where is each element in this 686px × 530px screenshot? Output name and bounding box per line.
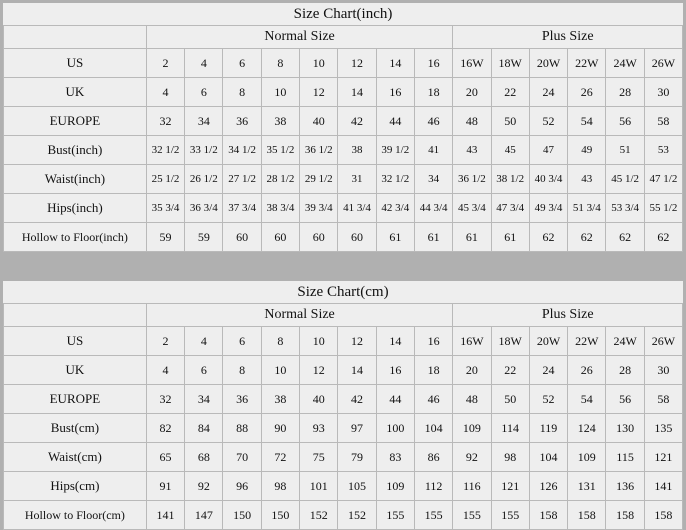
table-cell: 39 1/2 xyxy=(376,136,414,165)
table-cell: 97 xyxy=(338,414,376,443)
table-cell: 29 1/2 xyxy=(300,165,338,194)
table-cell: 126 xyxy=(529,472,567,501)
chart-title: Size Chart(cm) xyxy=(3,281,682,304)
table-cell: 39 3/4 xyxy=(300,194,338,223)
table-cell: 52 xyxy=(529,385,567,414)
table-cell: 38 xyxy=(261,107,299,136)
table-cell: 10 xyxy=(261,78,299,107)
table-cell: 56 xyxy=(606,385,644,414)
row-label: EUROPE xyxy=(3,385,146,414)
table-cell: 36 xyxy=(223,107,261,136)
table-cell: 136 xyxy=(606,472,644,501)
table-cell: 155 xyxy=(491,501,529,530)
table-cell: 12 xyxy=(338,49,376,78)
table-cell: 51 xyxy=(606,136,644,165)
table-cell: 131 xyxy=(568,472,606,501)
table-cell: 40 xyxy=(300,385,338,414)
table-cell: 46 xyxy=(414,107,452,136)
chart-spacer xyxy=(0,262,686,268)
table-cell: 20 xyxy=(453,356,491,385)
table-cell: 35 3/4 xyxy=(146,194,184,223)
table-cell: 36 xyxy=(223,385,261,414)
row-label: Hips(inch) xyxy=(3,194,146,223)
table-cell: 14 xyxy=(376,49,414,78)
table-cell: 53 3/4 xyxy=(606,194,644,223)
table-cell: 4 xyxy=(185,327,223,356)
table-cell: 18W xyxy=(491,49,529,78)
table-cell: 12 xyxy=(300,78,338,107)
table-cell: 34 xyxy=(185,385,223,414)
table-cell: 46 xyxy=(414,385,452,414)
table-cell: 38 xyxy=(338,136,376,165)
table-cell: 42 xyxy=(338,385,376,414)
chart-title: Size Chart(inch) xyxy=(3,3,682,26)
table-cell: 16 xyxy=(376,356,414,385)
table-row xyxy=(3,443,682,472)
table-cell: 105 xyxy=(338,472,376,501)
table-cell: 14 xyxy=(338,356,376,385)
table-cell: 109 xyxy=(568,443,606,472)
table-cell: 92 xyxy=(185,472,223,501)
group-header: Plus Size xyxy=(453,304,683,327)
table-cell: 70 xyxy=(223,443,261,472)
table-cell: 55 1/2 xyxy=(644,194,682,223)
table-cell: 41 xyxy=(414,136,452,165)
table-cell: 124 xyxy=(568,414,606,443)
table-cell: 16W xyxy=(453,327,491,356)
table-cell: 34 1/2 xyxy=(223,136,261,165)
table-cell: 98 xyxy=(261,472,299,501)
table-cell: 31 xyxy=(338,165,376,194)
table-cell: 26 1/2 xyxy=(185,165,223,194)
table-cell: 53 xyxy=(644,136,682,165)
table-cell: 14 xyxy=(338,78,376,107)
table-row xyxy=(3,49,682,78)
table-cell: 42 xyxy=(338,107,376,136)
table-cell: 141 xyxy=(644,472,682,501)
table-cell: 155 xyxy=(453,501,491,530)
table-cell: 158 xyxy=(529,501,567,530)
table-cell: 119 xyxy=(529,414,567,443)
table-cell: 47 1/2 xyxy=(644,165,682,194)
table-cell: 26W xyxy=(644,327,682,356)
table-cell: 25 1/2 xyxy=(146,165,184,194)
table-cell: 54 xyxy=(568,385,606,414)
table-cell: 115 xyxy=(606,443,644,472)
table-cell: 61 xyxy=(453,223,491,252)
table-cell: 47 xyxy=(529,136,567,165)
table-cell: 48 xyxy=(453,107,491,136)
row-label: US xyxy=(3,49,146,78)
table-cell: 61 xyxy=(414,223,452,252)
table-cell: 36 3/4 xyxy=(185,194,223,223)
table-cell: 44 3/4 xyxy=(414,194,452,223)
table-cell: 152 xyxy=(338,501,376,530)
table-cell: 20W xyxy=(529,49,567,78)
table-cell: 32 1/2 xyxy=(376,165,414,194)
size-chart-cm-container xyxy=(0,278,686,530)
table-cell: 79 xyxy=(338,443,376,472)
table-cell: 18 xyxy=(414,78,452,107)
table-cell: 16 xyxy=(414,327,452,356)
table-cell: 43 xyxy=(568,165,606,194)
table-cell: 158 xyxy=(644,501,682,530)
table-cell: 18 xyxy=(414,356,452,385)
table-cell: 45 1/2 xyxy=(606,165,644,194)
table-cell: 96 xyxy=(223,472,261,501)
table-cell: 98 xyxy=(491,443,529,472)
row-label: Bust(inch) xyxy=(3,136,146,165)
table-cell: 28 1/2 xyxy=(261,165,299,194)
table-cell: 58 xyxy=(644,107,682,136)
table-cell: 14 xyxy=(376,327,414,356)
table-cell: 121 xyxy=(491,472,529,501)
table-cell: 38 3/4 xyxy=(261,194,299,223)
table-cell: 48 xyxy=(453,385,491,414)
table-cell: 20W xyxy=(529,327,567,356)
table-cell: 26 xyxy=(568,356,606,385)
row-label: UK xyxy=(3,78,146,107)
table-cell: 50 xyxy=(491,107,529,136)
table-cell: 22 xyxy=(491,356,529,385)
table-row xyxy=(3,356,682,385)
table-cell: 54 xyxy=(568,107,606,136)
table-cell: 43 xyxy=(453,136,491,165)
table-row xyxy=(3,385,682,414)
table-row xyxy=(3,223,682,252)
table-cell: 59 xyxy=(185,223,223,252)
table-cell: 12 xyxy=(300,356,338,385)
table-row xyxy=(3,472,682,501)
group-header-blank xyxy=(3,26,146,49)
table-cell: 82 xyxy=(146,414,184,443)
table-row xyxy=(3,501,682,530)
table-cell: 60 xyxy=(338,223,376,252)
table-cell: 61 xyxy=(491,223,529,252)
table-cell: 4 xyxy=(185,49,223,78)
table-cell: 121 xyxy=(644,443,682,472)
size-chart-table xyxy=(3,3,683,252)
group-header-blank xyxy=(3,304,146,327)
table-cell: 30 xyxy=(644,78,682,107)
group-header: Plus Size xyxy=(453,26,683,49)
table-cell: 109 xyxy=(376,472,414,501)
table-cell: 58 xyxy=(644,385,682,414)
table-cell: 62 xyxy=(606,223,644,252)
row-label: Hips(cm) xyxy=(3,472,146,501)
table-cell: 24W xyxy=(606,49,644,78)
table-cell: 26 xyxy=(568,78,606,107)
row-label: Bust(cm) xyxy=(3,414,146,443)
table-cell: 33 1/2 xyxy=(185,136,223,165)
table-cell: 135 xyxy=(644,414,682,443)
table-cell: 86 xyxy=(414,443,452,472)
table-cell: 2 xyxy=(146,327,184,356)
table-cell: 49 xyxy=(568,136,606,165)
table-cell: 75 xyxy=(300,443,338,472)
row-label: Hollow to Floor(cm) xyxy=(3,501,146,530)
table-cell: 109 xyxy=(453,414,491,443)
table-cell: 44 xyxy=(376,107,414,136)
table-cell: 40 3/4 xyxy=(529,165,567,194)
table-cell: 34 xyxy=(414,165,452,194)
table-cell: 4 xyxy=(146,78,184,107)
table-cell: 93 xyxy=(300,414,338,443)
table-cell: 10 xyxy=(261,356,299,385)
table-cell: 68 xyxy=(185,443,223,472)
group-header: Normal Size xyxy=(146,26,452,49)
table-cell: 2 xyxy=(146,49,184,78)
table-cell: 37 3/4 xyxy=(223,194,261,223)
table-cell: 62 xyxy=(529,223,567,252)
table-row xyxy=(3,194,682,223)
table-cell: 6 xyxy=(223,49,261,78)
table-cell: 104 xyxy=(529,443,567,472)
table-cell: 40 xyxy=(300,107,338,136)
table-cell: 10 xyxy=(300,327,338,356)
table-cell: 52 xyxy=(529,107,567,136)
table-cell: 141 xyxy=(146,501,184,530)
table-cell: 45 3/4 xyxy=(453,194,491,223)
size-chart-table xyxy=(3,281,683,530)
chart-title-row xyxy=(3,281,682,304)
table-cell: 18W xyxy=(491,327,529,356)
table-cell: 16 xyxy=(414,49,452,78)
table-cell: 36 1/2 xyxy=(453,165,491,194)
table-row xyxy=(3,165,682,194)
table-cell: 100 xyxy=(376,414,414,443)
table-cell: 83 xyxy=(376,443,414,472)
table-cell: 84 xyxy=(185,414,223,443)
table-cell: 32 1/2 xyxy=(146,136,184,165)
table-cell: 150 xyxy=(261,501,299,530)
chart-group-row xyxy=(3,26,682,49)
table-cell: 150 xyxy=(223,501,261,530)
table-cell: 88 xyxy=(223,414,261,443)
table-cell: 56 xyxy=(606,107,644,136)
table-cell: 51 3/4 xyxy=(568,194,606,223)
row-label: Waist(inch) xyxy=(3,165,146,194)
table-cell: 38 1/2 xyxy=(491,165,529,194)
table-cell: 6 xyxy=(223,327,261,356)
row-label: EUROPE xyxy=(3,107,146,136)
table-cell: 44 xyxy=(376,385,414,414)
table-cell: 24W xyxy=(606,327,644,356)
table-cell: 32 xyxy=(146,107,184,136)
table-cell: 91 xyxy=(146,472,184,501)
group-header: Normal Size xyxy=(146,304,452,327)
table-row xyxy=(3,78,682,107)
table-cell: 72 xyxy=(261,443,299,472)
row-label: Hollow to Floor(inch) xyxy=(3,223,146,252)
row-label: US xyxy=(3,327,146,356)
table-cell: 34 xyxy=(185,107,223,136)
table-cell: 65 xyxy=(146,443,184,472)
table-cell: 59 xyxy=(146,223,184,252)
row-label: Waist(cm) xyxy=(3,443,146,472)
table-cell: 32 xyxy=(146,385,184,414)
table-cell: 155 xyxy=(414,501,452,530)
row-label: UK xyxy=(3,356,146,385)
table-cell: 92 xyxy=(453,443,491,472)
table-cell: 60 xyxy=(261,223,299,252)
table-cell: 22 xyxy=(491,78,529,107)
table-cell: 62 xyxy=(568,223,606,252)
size-chart-inch-container xyxy=(0,0,686,252)
table-cell: 38 xyxy=(261,385,299,414)
table-cell: 8 xyxy=(223,78,261,107)
table-cell: 8 xyxy=(261,327,299,356)
table-cell: 8 xyxy=(261,49,299,78)
table-cell: 6 xyxy=(185,78,223,107)
table-cell: 10 xyxy=(300,49,338,78)
chart-group-row xyxy=(3,304,682,327)
table-cell: 147 xyxy=(185,501,223,530)
table-cell: 62 xyxy=(644,223,682,252)
table-row xyxy=(3,107,682,136)
table-cell: 42 3/4 xyxy=(376,194,414,223)
table-row xyxy=(3,327,682,356)
table-cell: 101 xyxy=(300,472,338,501)
table-cell: 27 1/2 xyxy=(223,165,261,194)
table-cell: 50 xyxy=(491,385,529,414)
table-cell: 24 xyxy=(529,78,567,107)
table-cell: 26W xyxy=(644,49,682,78)
table-cell: 116 xyxy=(453,472,491,501)
table-cell: 114 xyxy=(491,414,529,443)
table-row xyxy=(3,414,682,443)
table-cell: 90 xyxy=(261,414,299,443)
table-cell: 16W xyxy=(453,49,491,78)
table-cell: 6 xyxy=(185,356,223,385)
table-cell: 112 xyxy=(414,472,452,501)
table-cell: 61 xyxy=(376,223,414,252)
table-cell: 47 3/4 xyxy=(491,194,529,223)
table-cell: 60 xyxy=(223,223,261,252)
table-cell: 45 xyxy=(491,136,529,165)
table-cell: 22W xyxy=(568,49,606,78)
table-cell: 24 xyxy=(529,356,567,385)
table-cell: 8 xyxy=(223,356,261,385)
table-cell: 16 xyxy=(376,78,414,107)
table-cell: 28 xyxy=(606,356,644,385)
table-cell: 152 xyxy=(300,501,338,530)
table-row xyxy=(3,136,682,165)
table-cell: 158 xyxy=(606,501,644,530)
table-cell: 41 3/4 xyxy=(338,194,376,223)
chart-title-row xyxy=(3,3,682,26)
table-cell: 60 xyxy=(300,223,338,252)
table-cell: 49 3/4 xyxy=(529,194,567,223)
table-cell: 35 1/2 xyxy=(261,136,299,165)
table-cell: 20 xyxy=(453,78,491,107)
table-cell: 4 xyxy=(146,356,184,385)
table-cell: 22W xyxy=(568,327,606,356)
table-cell: 155 xyxy=(376,501,414,530)
table-cell: 158 xyxy=(568,501,606,530)
table-cell: 104 xyxy=(414,414,452,443)
table-cell: 36 1/2 xyxy=(300,136,338,165)
table-cell: 130 xyxy=(606,414,644,443)
table-cell: 12 xyxy=(338,327,376,356)
table-cell: 30 xyxy=(644,356,682,385)
table-cell: 28 xyxy=(606,78,644,107)
